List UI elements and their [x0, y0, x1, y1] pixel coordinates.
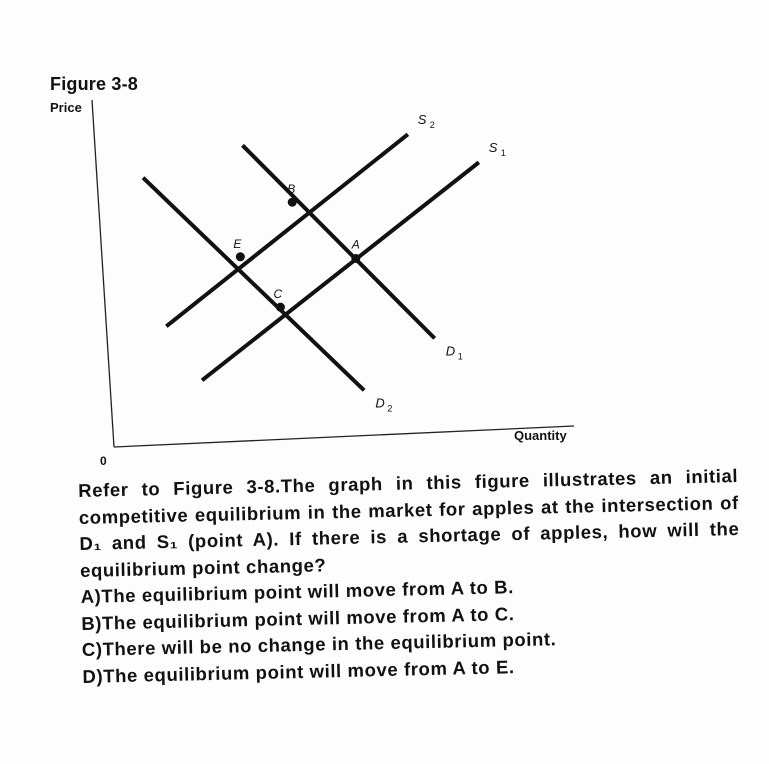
y-axis-line — [92, 100, 114, 447]
curve-s1-label: S — [488, 140, 498, 156]
curve-d1-label: D — [445, 343, 456, 359]
curve-s1-subscript: 1 — [500, 148, 506, 159]
answer-option-b[interactable]: B)The equilibrium point will move from A to C. — [81, 602, 515, 634]
point-b-marker — [288, 198, 297, 207]
point-e-marker — [236, 252, 245, 261]
point-a-marker — [351, 254, 360, 263]
curve-d2-subscript: 2 — [387, 403, 393, 414]
point-c-label: C — [273, 287, 283, 302]
point-a-label: A — [351, 237, 360, 252]
curve-s2-line — [166, 134, 408, 326]
figure-title: Figure 3-8 — [50, 74, 139, 94]
answer-option-a[interactable]: A)The equilibrium point will move from A to B. — [80, 576, 515, 607]
question-block — [78, 463, 743, 690]
origin-label: 0 — [100, 454, 107, 468]
curve-s2-subscript: 2 — [429, 120, 435, 131]
point-c-marker — [276, 303, 285, 312]
curve-s2-label: S — [417, 112, 427, 128]
answer-option-c[interactable]: C)There will be no change in the equilibrium point. — [81, 628, 557, 660]
point-e-label: E — [233, 236, 242, 251]
x-axis-line — [114, 426, 574, 447]
question-text: Refer to Figure 3-8.The graph in this figure illustrates an initial competitive equilibrium in the market for apples at the intersection of D₁ and S₁ (point A). If there is a shortage of apples, how will the equilibrium point change? — [78, 465, 740, 581]
answer-option-d[interactable]: D)The equilibrium point will move from A to E. — [82, 655, 515, 687]
point-b-label: B — [287, 182, 296, 197]
curve-d2-label: D — [375, 395, 385, 411]
curve-d2-line — [143, 178, 364, 391]
chart-curves — [143, 112, 506, 413]
curve-s1-line — [202, 162, 479, 380]
y-axis-label: Price — [50, 100, 82, 115]
curve-d1-subscript: 1 — [457, 351, 463, 362]
x-axis-label: Quantity — [514, 428, 567, 443]
